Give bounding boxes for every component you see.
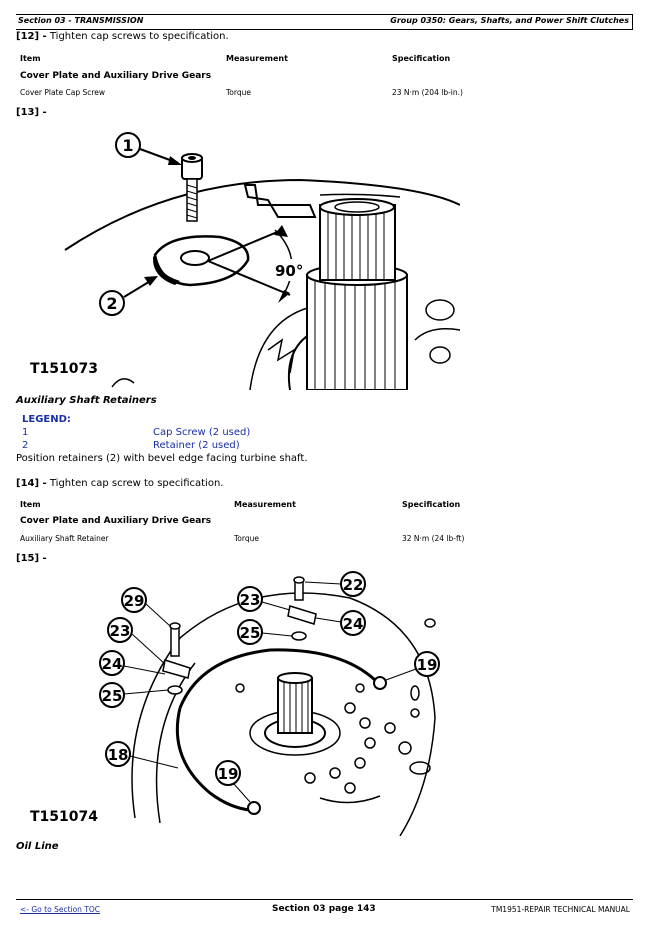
col-item: Item (20, 500, 41, 509)
page-header (16, 14, 633, 30)
callout-24-left: 24 (101, 655, 123, 673)
callout-1: 1 (122, 136, 134, 155)
legend-desc-2: Retainer (2 used) (153, 440, 240, 451)
col-specification: Specification (392, 54, 451, 63)
callout-19-lower: 19 (217, 765, 239, 783)
footer-divider (16, 899, 633, 900)
spec-group: Cover Plate and Auxiliary Drive Gears (20, 516, 212, 526)
spec-value: 23 N·m (204 lb-in.) (392, 88, 463, 97)
go-to-section-toc-link[interactable]: <- Go to Section TOC (20, 905, 101, 914)
footer-manual-title: TM1951-REPAIR TECHNICAL MANUAL (491, 905, 630, 914)
step-14 (16, 478, 223, 489)
col-specification: Specification (402, 500, 461, 509)
callout-19-upper: 19 (416, 656, 438, 674)
step-12-text: Tighten cap screws to specification. (46, 31, 229, 42)
step-13-number: [13] - (16, 107, 47, 118)
step-12 (16, 31, 229, 42)
legend-num-1: 1 (22, 427, 29, 438)
legend-note: Position retainers (2) with bevel edge facing turbine shaft. (16, 453, 308, 464)
angle-label: 90° (275, 262, 304, 280)
spec-value: 32 N·m (24 lb-ft) (402, 534, 465, 543)
step-15 (16, 553, 47, 564)
callout-29: 29 (123, 592, 145, 610)
legend-title: LEGEND: (22, 414, 71, 425)
col-measurement: Measurement (234, 500, 296, 509)
callout-23-right: 23 (239, 591, 261, 609)
header-group: Group 0350: Gears, Shafts, and Power Shift Clutches (390, 16, 629, 25)
callout-2: 2 (106, 294, 118, 313)
spec-table-14 (16, 498, 633, 550)
spec-group: Cover Plate and Auxiliary Drive Gears (20, 71, 212, 81)
callout-25-right: 25 (239, 624, 261, 642)
callout-18: 18 (107, 746, 129, 764)
spec-table-12 (16, 52, 633, 102)
spec-item: Auxiliary Shaft Retainer (20, 534, 109, 543)
step-15-number: [15] - (16, 553, 47, 564)
figure-oil-line (20, 568, 450, 836)
spec-item: Cover Plate Cap Screw (20, 88, 106, 97)
step-14-number: [14] - (16, 478, 47, 489)
footer-page-number: Section 03 page 143 (272, 904, 376, 914)
col-measurement: Measurement (226, 54, 288, 63)
figure-auxiliary-shaft-retainers (20, 125, 460, 390)
figure-1-caption: Auxiliary Shaft Retainers (16, 395, 157, 406)
legend-num-2: 2 (22, 440, 29, 451)
callout-23-left: 23 (109, 622, 131, 640)
header-section: Section 03 - TRANSMISSION (18, 16, 144, 25)
spec-measurement: Torque (226, 88, 251, 97)
legend-desc-1: Cap Screw (2 used) (153, 427, 251, 438)
figure-2-caption: Oil Line (16, 841, 59, 852)
callout-25-left: 25 (101, 687, 123, 705)
step-13 (16, 107, 47, 118)
figure-1-id: T151073 (30, 361, 98, 377)
step-14-text: Tighten cap screw to specification. (46, 478, 224, 489)
col-item: Item (20, 54, 41, 63)
figure-2-id: T151074 (30, 809, 98, 825)
callout-24-right: 24 (342, 615, 364, 633)
step-12-number: [12] - (16, 31, 47, 42)
spec-measurement: Torque (234, 534, 259, 543)
callout-22: 22 (342, 576, 364, 594)
